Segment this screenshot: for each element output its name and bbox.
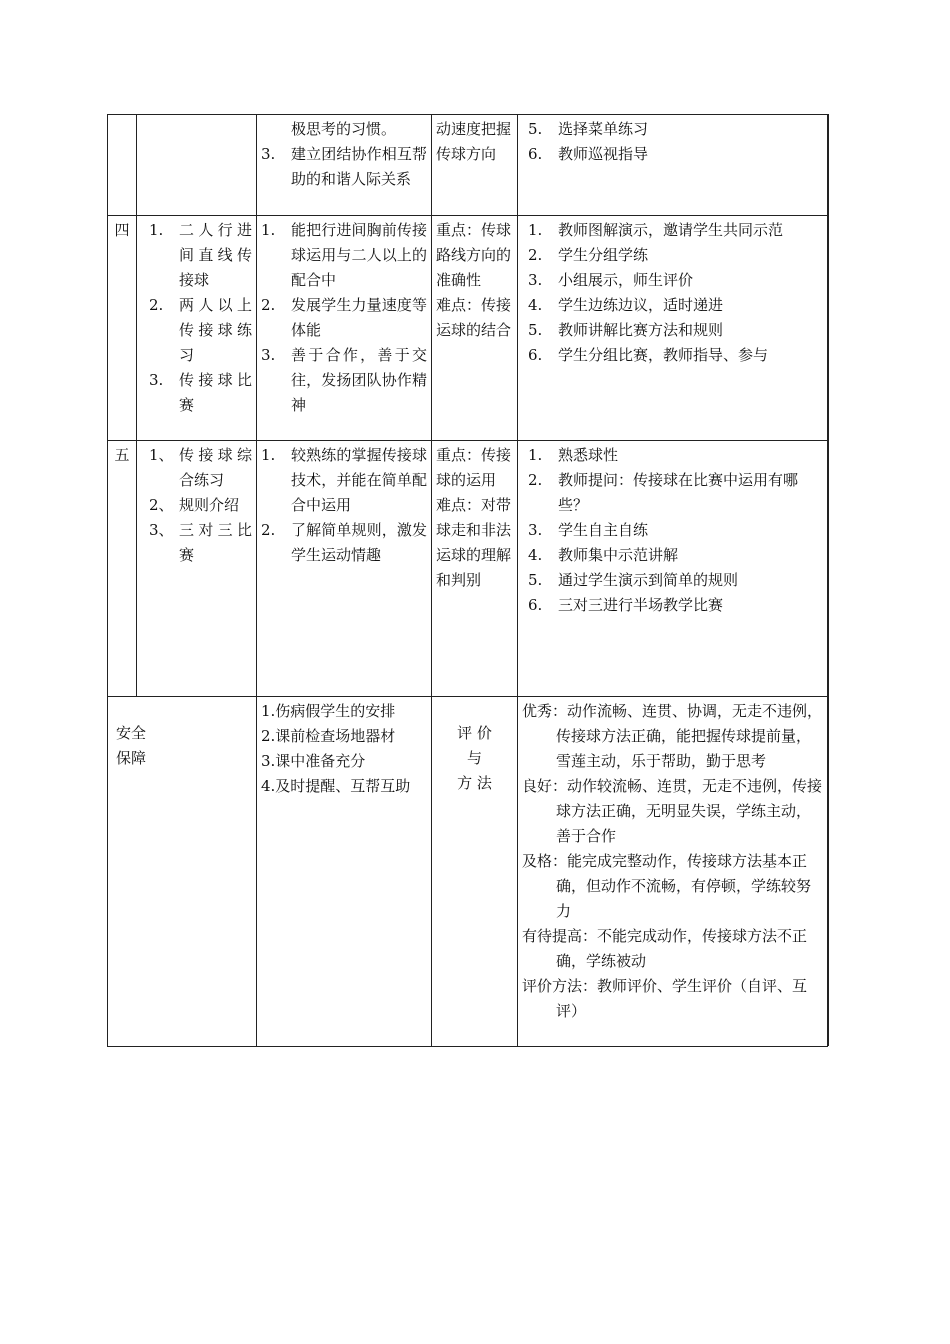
evaluation-title-cell xyxy=(432,697,518,1047)
safety-items-cell xyxy=(257,697,432,1047)
evaluation-good: 良好：动作较流畅、连贯，无走不违例，传接球方法正确，无明显失误，学练主动，善于合作 xyxy=(522,777,823,845)
evaluation-title-line1: 评 价 xyxy=(457,724,492,742)
difficulty-text: 难点：对带球走和非法运球的理解和判别 xyxy=(436,496,512,589)
list-item: 4. 教师集中示范讲解 xyxy=(528,546,679,564)
evaluation-improve: 有待提高：不能完成动作，传接球方法不正确，学练被动 xyxy=(522,927,808,970)
list-item: 1. 二人行进间直线传接球 xyxy=(149,221,252,289)
table-row-safety-evaluation xyxy=(108,697,828,1047)
list-item: 3. 建立团结协作相互帮助的和谐人际关系 xyxy=(261,145,427,188)
lesson-number: 五 xyxy=(108,441,137,697)
content-cell xyxy=(137,441,257,697)
list-item: 极思考的习惯。 xyxy=(291,120,397,138)
safety-label-line1: 安全 xyxy=(116,724,147,742)
list-item: 1. 教师图解演示，邀请学生共同示范 xyxy=(528,221,784,239)
list-item: 2. 学生分组学练 xyxy=(528,246,649,264)
list-item: 1.伤病假学生的安排 xyxy=(261,702,396,720)
list-item: 3、 三对三比赛 xyxy=(149,521,252,564)
list-item: 1. 能把行进间胸前传接球运用与二人以上的配合中 xyxy=(261,221,427,289)
list-item: 5. 选择菜单练习 xyxy=(528,120,649,138)
number-cell xyxy=(108,115,137,216)
evaluation-excellent: 优秀：动作流畅、连贯、协调，无走不违例，传接球方法正确，能把握传球提前量，雪莲主动，乐于帮助，勤于思考 xyxy=(522,702,823,770)
method-cell xyxy=(518,441,828,697)
difficulty-text: 难点：传接运球的结合 xyxy=(436,296,512,339)
list-item: 5. 教师讲解比赛方法和规则 xyxy=(528,321,724,339)
list-item: 1. 熟悉球性 xyxy=(528,446,619,464)
goal-cell xyxy=(257,115,432,216)
key-point-text: 重点：传球路线方向的准确性 xyxy=(436,221,512,289)
evaluation-title-line3: 方 法 xyxy=(457,774,492,792)
list-item: 4.及时提醒、互帮互助 xyxy=(261,777,411,795)
content-cell xyxy=(137,216,257,441)
list-item: 2.课前检查场地器材 xyxy=(261,727,396,745)
list-item: 3.课中准备充分 xyxy=(261,752,366,770)
content-cell xyxy=(137,115,257,216)
method-cell xyxy=(518,216,828,441)
lesson-number: 四 xyxy=(108,216,137,441)
evaluation-method: 评价方法：教师评价、学生评价（自评、互评） xyxy=(522,977,808,1020)
table-double-border xyxy=(828,114,829,1046)
table-row-4 xyxy=(108,216,828,441)
list-item: 1、 传接球综合练习 xyxy=(149,446,252,489)
evaluation-pass: 及格：能完成完整动作，传接球方法基本正确，但动作不流畅，有停顿，学练较努力 xyxy=(522,852,812,920)
list-item: 2. 教师提问：传接球在比赛中运用有哪些？ xyxy=(528,471,799,514)
list-item: 2. 两人以上传接球练习 xyxy=(149,296,252,364)
safety-label-cell xyxy=(108,697,257,1047)
table-row-continued xyxy=(108,115,828,216)
list-item: 2、 规则介绍 xyxy=(149,496,240,514)
list-item: 3. 学生自主自练 xyxy=(528,521,649,539)
list-item: 2. 了解简单规则，激发学生运动情趣 xyxy=(261,521,427,564)
list-item: 6. 三对三进行半场教学比赛 xyxy=(528,596,724,614)
key-points-cell xyxy=(432,216,518,441)
evaluation-criteria-cell xyxy=(518,697,828,1047)
goal-cell xyxy=(257,441,432,697)
safety-label-line2: 保障 xyxy=(116,749,147,767)
key-point-text: 重点：传接球的运用 xyxy=(436,446,512,489)
key-text: 动速度把握传球方向 xyxy=(436,120,512,163)
list-item: 2. 发展学生力量速度等体能 xyxy=(261,296,427,339)
method-cell xyxy=(518,115,828,216)
goal-cell xyxy=(257,216,432,441)
list-item: 6. 教师巡视指导 xyxy=(528,145,649,163)
list-item: 6. 学生分组比赛，教师指导、参与 xyxy=(528,346,769,364)
list-item: 3. 善于合作，善于交往，发扬团队协作精神 xyxy=(261,346,427,414)
list-item: 3. 传接球比赛 xyxy=(149,371,252,414)
evaluation-title-line2: 与 xyxy=(466,749,482,767)
table-row-5 xyxy=(108,441,828,697)
list-item: 1. 较熟练的掌握传接球技术，并能在简单配合中运用 xyxy=(261,446,427,514)
list-item: 3. 小组展示，师生评价 xyxy=(528,271,694,289)
list-item: 5. 通过学生演示到简单的规则 xyxy=(528,571,739,589)
key-points-cell xyxy=(432,115,518,216)
list-item: 4. 学生边练边议，适时递进 xyxy=(528,296,724,314)
lesson-plan-table xyxy=(107,114,828,1047)
key-points-cell xyxy=(432,441,518,697)
